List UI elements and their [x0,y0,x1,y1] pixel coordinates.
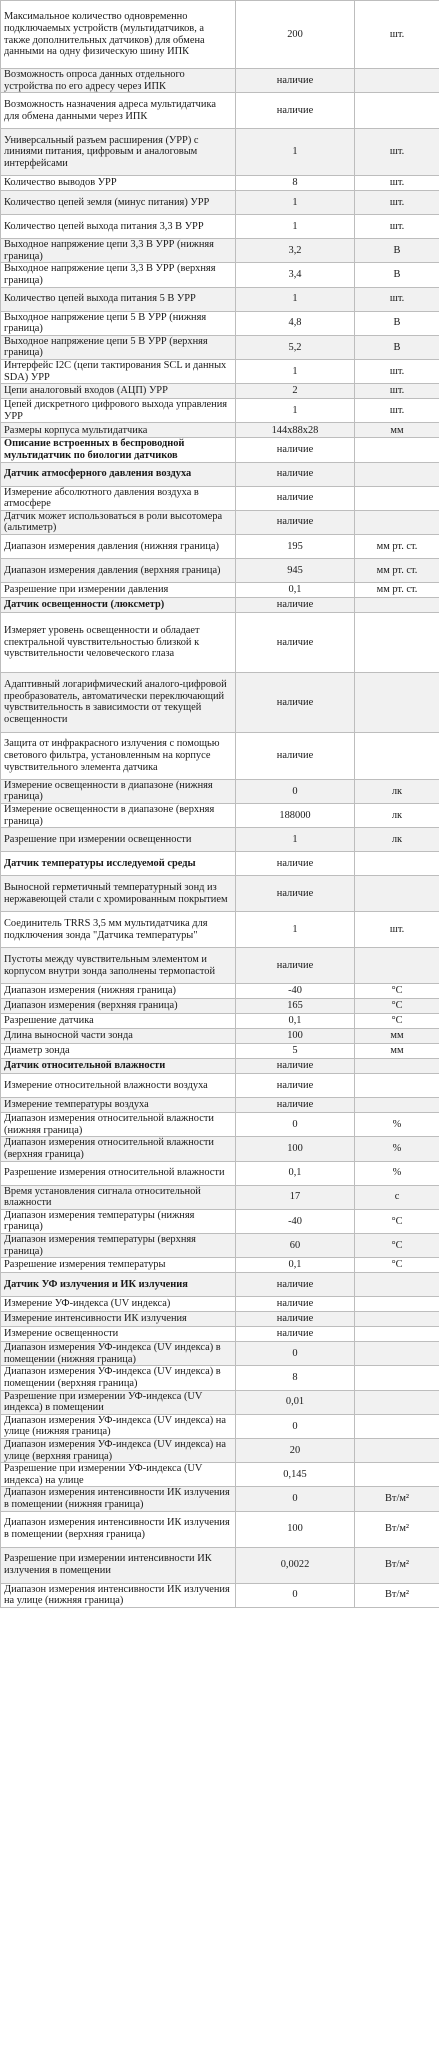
parameter-value-cell: 0,1 [236,1258,355,1273]
table-row [1,534,439,558]
parameter-unit-cell [355,597,439,612]
parameter-value-cell: 8 [236,1366,355,1390]
parameter-value-cell: наличие [236,948,355,984]
parameter-unit-cell: °С [355,1209,439,1233]
parameter-unit-cell [355,93,439,129]
parameter-value-cell: наличие [236,510,355,534]
parameter-name-cell: Количество выводов УРР [1,176,236,191]
parameter-name-cell: Соединитель TRRS 3,5 мм мультидатчика для подключения зонда "Датчика температуры" [1,912,236,948]
table-row [1,335,439,359]
parameter-unit-cell: °С [355,1014,439,1029]
parameter-name-cell: Разрешение при измерении освещенности [1,828,236,852]
table-row [1,384,439,399]
table-row [1,1487,439,1511]
parameter-name-cell: Выходное напряжение цепи 3,3 В УРР (нижняя граница) [1,239,236,263]
parameter-unit-cell [355,732,439,779]
table-row [1,239,439,263]
table-row [1,359,439,383]
parameter-unit-cell: °С [355,1234,439,1258]
parameter-name-cell: Максимальное количество одновременно подключаемых устройств (мультидатчиков, а также дополнительных датчиков) для обмена данными на одну физическую шину ИПК [1,1,236,69]
parameter-name-cell: Количество цепей выхода питания 5 В УРР [1,287,236,311]
parameter-name-cell: Диапазон измерения интенсивности ИК излучения в помещении (нижняя граница) [1,1487,236,1511]
table-row [1,423,439,438]
parameter-unit-cell [355,1297,439,1312]
parameter-name-cell: Измерение интенсивности ИК излучения [1,1312,236,1327]
table-row [1,263,439,287]
parameter-name-cell: Количество цепей земля (минус питания) УРР [1,191,236,215]
parameter-value-cell: 20 [236,1438,355,1462]
table-row [1,93,439,129]
parameter-value-cell: наличие [236,93,355,129]
parameter-name-cell: Диапазон измерения температуры (нижняя граница) [1,1209,236,1233]
table-row [1,1312,439,1327]
parameter-unit-cell [355,1342,439,1366]
table-row [1,732,439,779]
table-row [1,558,439,582]
table-row [1,582,439,597]
parameter-name-cell: Описание встроенных в беспроводной мультидатчик по биологии датчиков [1,438,236,462]
table-row [1,1098,439,1113]
parameter-name-cell: Выходное напряжение цепи 5 В УРР (верхняя граница) [1,335,236,359]
parameter-unit-cell [355,486,439,510]
parameter-unit-cell [355,438,439,462]
parameter-unit-cell: мм рт. ст. [355,582,439,597]
parameter-value-cell: 0,01 [236,1390,355,1414]
table-row [1,1185,439,1209]
parameter-unit-cell [355,1327,439,1342]
parameter-name-cell: Диапазон измерения относительной влажности (верхняя граница) [1,1137,236,1161]
parameter-value-cell: 100 [236,1137,355,1161]
parameter-name-cell: Датчик температуры исследуемой среды [1,852,236,876]
table-row [1,999,439,1014]
table-row [1,510,439,534]
parameter-value-cell: наличие [236,1312,355,1327]
parameter-value-cell: 0 [236,1487,355,1511]
parameter-unit-cell: мм [355,423,439,438]
section-header-row [1,462,439,486]
parameter-unit-cell: В [355,311,439,335]
parameter-unit-cell [355,852,439,876]
parameter-value-cell: наличие [236,462,355,486]
parameter-value-cell: 8 [236,176,355,191]
parameter-unit-cell: °С [355,1258,439,1273]
parameter-name-cell: Диапазон измерения (нижняя граница) [1,984,236,999]
parameter-unit-cell: В [355,335,439,359]
parameter-unit-cell: шт. [355,287,439,311]
parameter-name-cell: Пустоты между чувствительным элементом и корпусом внутри зонда заполнены термопастой [1,948,236,984]
table-row [1,1209,439,1233]
parameter-name-cell: Датчик может использоваться в роли высотомера (альтиметр) [1,510,236,534]
table-row [1,1044,439,1059]
parameter-value-cell: -40 [236,984,355,999]
parameter-value-cell: наличие [236,1297,355,1312]
parameter-name-cell: Разрешение при измерении интенсивности ИК излучения в помещении [1,1547,236,1583]
table-row [1,1366,439,1390]
parameter-value-cell: 0,1 [236,582,355,597]
parameter-value-cell: 1 [236,828,355,852]
table-row [1,984,439,999]
table-row [1,1,439,69]
parameter-name-cell: Диапазон измерения температуры (верхняя граница) [1,1234,236,1258]
parameter-name-cell: Время установления сигнала относительной влажности [1,1185,236,1209]
parameter-value-cell: 1 [236,215,355,239]
table-row [1,1327,439,1342]
parameter-value-cell: 3,2 [236,239,355,263]
parameter-value-cell: 195 [236,534,355,558]
table-row [1,1029,439,1044]
parameter-unit-cell [355,948,439,984]
parameter-value-cell: 2 [236,384,355,399]
parameter-name-cell: Выходное напряжение цепи 3,3 В УРР (верхняя граница) [1,263,236,287]
parameter-name-cell: Измерение УФ-индекса (UV индекса) [1,1297,236,1312]
parameter-name-cell: Возможность назначения адреса мультидатчика для обмена данными через ИПК [1,93,236,129]
parameter-value-cell: 5,2 [236,335,355,359]
parameter-value-cell: наличие [236,852,355,876]
parameter-value-cell: 0,0022 [236,1547,355,1583]
parameter-value-cell: 4,8 [236,311,355,335]
parameter-unit-cell: мм рт. ст. [355,534,439,558]
parameter-unit-cell: °С [355,999,439,1014]
parameter-unit-cell [355,462,439,486]
parameter-name-cell: Датчик относительной влажности [1,1059,236,1074]
parameter-name-cell: Выносной герметичный температурный зонд из нержавеющей стали с хромированным покрытием [1,876,236,912]
parameter-name-cell: Универсальный разъем расширения (УРР) с линиями питания, цифровым и аналоговым интерфейсами [1,129,236,176]
parameter-unit-cell [355,1366,439,1390]
table-row [1,1234,439,1258]
parameter-unit-cell: % [355,1113,439,1137]
parameter-value-cell: 0 [236,779,355,803]
table-row [1,1438,439,1462]
parameter-name-cell: Разрешение при измерении УФ-индекса (UV индекса) в помещении [1,1390,236,1414]
parameter-value-cell: наличие [236,1059,355,1074]
parameter-name-cell: Цепи аналоговый входов (АЦП) УРР [1,384,236,399]
parameter-unit-cell: Вт/м² [355,1547,439,1583]
section-header-row [1,438,439,462]
parameter-value-cell: наличие [236,672,355,732]
parameter-name-cell: Разрешение датчика [1,1014,236,1029]
parameter-value-cell: наличие [236,597,355,612]
parameter-value-cell: наличие [236,1273,355,1297]
parameter-value-cell: 5 [236,1044,355,1059]
parameter-value-cell: 1 [236,359,355,383]
parameter-unit-cell: шт. [355,176,439,191]
parameter-name-cell: Диапазон измерения давления (верхняя граница) [1,558,236,582]
parameter-name-cell: Цепей дискретного цифрового выхода управления УРР [1,399,236,423]
parameter-unit-cell: мм [355,1029,439,1044]
parameter-value-cell: наличие [236,486,355,510]
parameter-unit-cell: шт. [355,191,439,215]
parameter-unit-cell: лк [355,804,439,828]
parameter-value-cell: 3,4 [236,263,355,287]
parameter-unit-cell [355,1438,439,1462]
table-row [1,215,439,239]
parameter-unit-cell: шт. [355,215,439,239]
table-row [1,399,439,423]
parameter-name-cell: Измерение освещенности [1,1327,236,1342]
parameter-value-cell: 1 [236,399,355,423]
table-row [1,1074,439,1098]
parameter-unit-cell: шт. [355,129,439,176]
parameter-name-cell: Датчик УФ излучения и ИК излучения [1,1273,236,1297]
parameter-name-cell: Разрешение при измерении давления [1,582,236,597]
parameter-unit-cell [355,1273,439,1297]
parameter-unit-cell: °С [355,984,439,999]
parameter-value-cell: -40 [236,1209,355,1233]
parameter-unit-cell: шт. [355,912,439,948]
table-row [1,779,439,803]
table-row [1,486,439,510]
parameter-name-cell: Разрешение измерения температуры [1,1258,236,1273]
parameter-name-cell: Диаметр зонда [1,1044,236,1059]
table-row [1,311,439,335]
parameter-value-cell: 0 [236,1113,355,1137]
parameter-name-cell: Датчик освещенности (люксметр) [1,597,236,612]
parameter-unit-cell [355,876,439,912]
parameter-name-cell: Измерение температуры воздуха [1,1098,236,1113]
parameter-unit-cell [355,1098,439,1113]
parameter-value-cell: 165 [236,999,355,1014]
parameter-unit-cell [355,1312,439,1327]
parameter-value-cell: 1 [236,287,355,311]
parameter-name-cell: Измерение освещенности в диапазоне (нижняя граница) [1,779,236,803]
parameter-name-cell: Диапазон измерения УФ-индекса (UV индекса) в помещении (верхняя граница) [1,1366,236,1390]
section-header-row [1,597,439,612]
parameter-name-cell: Датчик атмосферного давления воздуха [1,462,236,486]
parameter-unit-cell: лк [355,828,439,852]
table-row [1,1014,439,1029]
table-row [1,828,439,852]
table-row [1,948,439,984]
section-header-row [1,1059,439,1074]
parameter-value-cell: 100 [236,1511,355,1547]
parameter-value-cell: наличие [236,69,355,93]
parameter-name-cell: Интерфейс I2C (цепи тактирования SCL и данных SDA) УРР [1,359,236,383]
parameter-name-cell: Размеры корпуса мультидатчика [1,423,236,438]
parameter-value-cell: 1 [236,912,355,948]
parameter-unit-cell: шт. [355,1,439,69]
table-row [1,1297,439,1312]
parameter-unit-cell [355,612,439,672]
parameter-unit-cell: В [355,263,439,287]
parameter-value-cell: 0,1 [236,1161,355,1185]
parameter-name-cell: Защита от инфракрасного излучения с помощью светового фильтра, установленным на корпусе чувствительного элемента датчика [1,732,236,779]
table-row [1,191,439,215]
parameter-name-cell: Разрешение измерения относительной влажности [1,1161,236,1185]
parameter-value-cell: 0 [236,1342,355,1366]
parameter-unit-cell [355,1414,439,1438]
parameter-name-cell: Адаптивный логарифмический аналого-цифровой преобразователь, автоматически переключающий чувствительность в зависимости от текущей освещенности [1,672,236,732]
spec-table-body [1,1,439,1608]
table-row [1,69,439,93]
table-row [1,672,439,732]
parameter-name-cell: Измеряет уровень освещенности и обладает спектральной чувствительностью близкой к чувствительности человеческого глаза [1,612,236,672]
table-row [1,1547,439,1583]
table-row [1,1583,439,1607]
parameter-unit-cell [355,1390,439,1414]
table-row [1,1258,439,1273]
parameter-value-cell: наличие [236,876,355,912]
parameter-name-cell: Диапазон измерения (верхняя граница) [1,999,236,1014]
table-row [1,612,439,672]
table-row [1,176,439,191]
parameter-value-cell: наличие [236,438,355,462]
parameter-value-cell: 945 [236,558,355,582]
parameter-unit-cell: с [355,1185,439,1209]
parameter-value-cell: наличие [236,732,355,779]
parameter-name-cell: Количество цепей выхода питания 3,3 В УРР [1,215,236,239]
parameter-value-cell: 144x88x28 [236,423,355,438]
parameter-unit-cell: мм [355,1044,439,1059]
parameter-value-cell: наличие [236,1074,355,1098]
parameter-name-cell: Возможность опроса данных отдельного устройства по его адресу через ИПК [1,69,236,93]
parameter-name-cell: Диапазон измерения интенсивности ИК излучения в помещении (верхняя граница) [1,1511,236,1547]
parameter-unit-cell: мм рт. ст. [355,558,439,582]
parameter-value-cell: 0 [236,1583,355,1607]
parameter-unit-cell [355,1074,439,1098]
parameter-value-cell: 17 [236,1185,355,1209]
parameter-unit-cell: В [355,239,439,263]
parameter-name-cell: Диапазон измерения интенсивности ИК излучения на улице (нижняя граница) [1,1583,236,1607]
parameter-unit-cell [355,510,439,534]
table-row [1,1161,439,1185]
parameter-value-cell: 1 [236,129,355,176]
parameter-value-cell: наличие [236,612,355,672]
parameter-name-cell: Диапазон измерения относительной влажности (нижняя граница) [1,1113,236,1137]
parameter-unit-cell [355,69,439,93]
parameter-unit-cell: Вт/м² [355,1511,439,1547]
table-row [1,1511,439,1547]
parameter-name-cell: Диапазон измерения УФ-индекса (UV индекса) на улице (верхняя граница) [1,1438,236,1462]
parameter-unit-cell: шт. [355,399,439,423]
parameter-value-cell: 100 [236,1029,355,1044]
parameter-unit-cell [355,1059,439,1074]
parameter-unit-cell [355,1463,439,1487]
parameter-name-cell: Диапазон измерения давления (нижняя граница) [1,534,236,558]
table-row [1,876,439,912]
parameter-name-cell: Разрешение при измерении УФ-индекса (UV индекса) на улице [1,1463,236,1487]
table-row [1,1414,439,1438]
parameter-unit-cell: Вт/м² [355,1583,439,1607]
parameter-value-cell: 60 [236,1234,355,1258]
parameter-name-cell: Диапазон измерения УФ-индекса (UV индекса) на улице (нижняя граница) [1,1414,236,1438]
parameter-value-cell: 1 [236,191,355,215]
table-row [1,1113,439,1137]
parameter-value-cell: 0,145 [236,1463,355,1487]
parameter-name-cell: Длина выносной части зонда [1,1029,236,1044]
table-row [1,129,439,176]
parameter-unit-cell: лк [355,779,439,803]
parameter-value-cell: 0 [236,1414,355,1438]
parameter-name-cell: Измерение относительной влажности воздуха [1,1074,236,1098]
table-row [1,912,439,948]
parameter-value-cell: наличие [236,1098,355,1113]
parameter-unit-cell [355,672,439,732]
parameter-value-cell: 0,1 [236,1014,355,1029]
parameter-name-cell: Измерение освещенности в диапазоне (верхняя граница) [1,804,236,828]
parameter-value-cell: наличие [236,1327,355,1342]
section-header-row [1,1273,439,1297]
parameter-unit-cell: шт. [355,384,439,399]
parameter-unit-cell: % [355,1161,439,1185]
table-row [1,1390,439,1414]
table-row [1,287,439,311]
parameter-name-cell: Диапазон измерения УФ-индекса (UV индекса) в помещении (нижняя граница) [1,1342,236,1366]
section-header-row [1,852,439,876]
parameter-unit-cell: шт. [355,359,439,383]
parameter-name-cell: Измерение абсолютного давления воздуха в атмосфере [1,486,236,510]
parameter-value-cell: 188000 [236,804,355,828]
parameter-unit-cell: % [355,1137,439,1161]
parameter-unit-cell: Вт/м² [355,1487,439,1511]
table-row [1,1463,439,1487]
table-row [1,804,439,828]
table-row [1,1137,439,1161]
table-row [1,1342,439,1366]
parameter-name-cell: Выходное напряжение цепи 5 В УРР (нижняя граница) [1,311,236,335]
parameter-value-cell: 200 [236,1,355,69]
